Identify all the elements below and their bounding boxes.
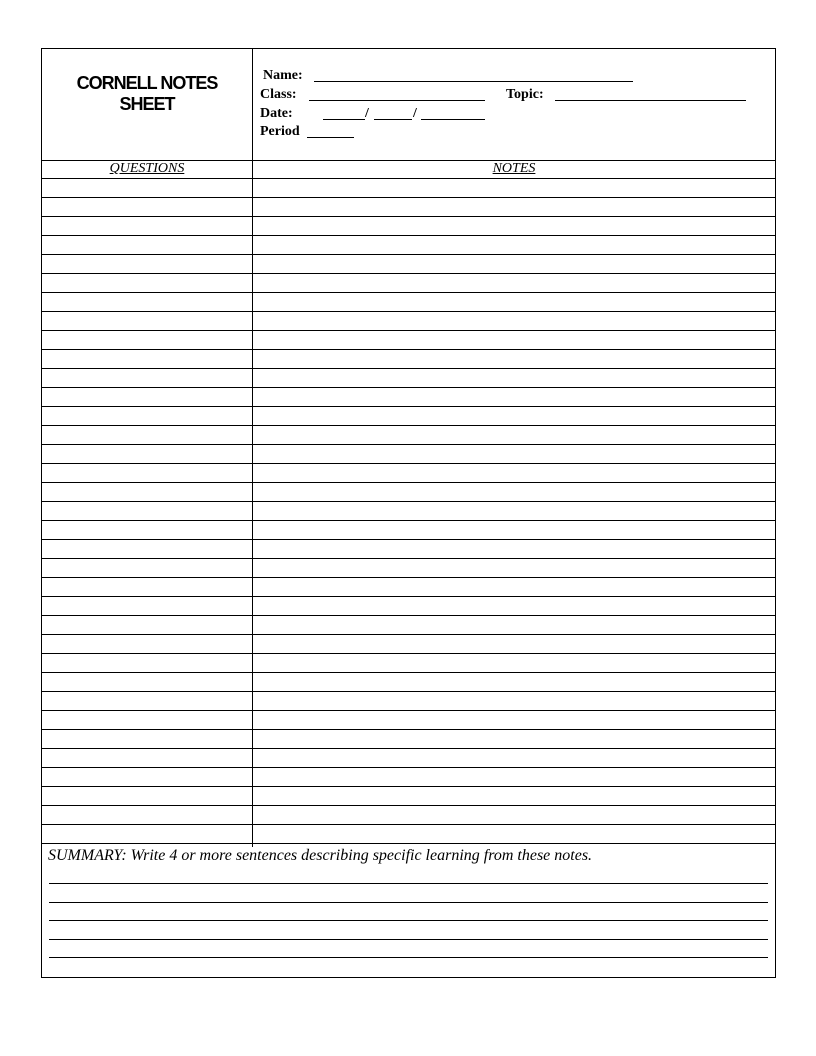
class-label: Class: bbox=[260, 87, 297, 102]
table-row[interactable] bbox=[42, 730, 775, 749]
table-row[interactable] bbox=[42, 483, 775, 502]
table-row[interactable] bbox=[42, 312, 775, 331]
date-label: Date: bbox=[260, 106, 293, 121]
table-row[interactable] bbox=[42, 635, 775, 654]
table-row[interactable] bbox=[42, 711, 775, 730]
table-row[interactable] bbox=[42, 274, 775, 293]
table-row[interactable] bbox=[42, 255, 775, 274]
summary-section bbox=[42, 847, 775, 977]
table-row[interactable] bbox=[42, 198, 775, 217]
topic-label: Topic: bbox=[506, 87, 544, 102]
table-row[interactable] bbox=[42, 825, 775, 844]
date-day-field[interactable] bbox=[374, 119, 412, 120]
topic-field[interactable] bbox=[555, 100, 746, 101]
table-row[interactable] bbox=[42, 464, 775, 483]
table-row[interactable] bbox=[42, 217, 775, 236]
table-row[interactable] bbox=[42, 692, 775, 711]
notes-column-header: NOTES bbox=[492, 161, 536, 176]
table-row[interactable] bbox=[42, 426, 775, 445]
title-line-1: CORNELL NOTES bbox=[76, 73, 218, 93]
period-label: Period bbox=[260, 124, 300, 139]
cornell-notes-sheet bbox=[41, 48, 776, 978]
table-row[interactable] bbox=[42, 806, 775, 825]
page-title bbox=[42, 73, 252, 115]
date-separator-1: / bbox=[365, 106, 369, 121]
table-row[interactable] bbox=[42, 559, 775, 578]
table-row[interactable] bbox=[42, 388, 775, 407]
title-cell bbox=[42, 49, 253, 160]
title-line-2: SHEET bbox=[119, 94, 175, 114]
name-label: Name: bbox=[263, 68, 303, 83]
table-row[interactable] bbox=[42, 654, 775, 673]
table-row[interactable] bbox=[42, 768, 775, 787]
table-row[interactable] bbox=[42, 407, 775, 426]
table-row[interactable] bbox=[42, 597, 775, 616]
name-field[interactable] bbox=[314, 81, 633, 82]
table-row[interactable] bbox=[42, 179, 775, 198]
summary-line[interactable] bbox=[49, 920, 768, 921]
sheet-header bbox=[42, 49, 775, 161]
summary-line[interactable] bbox=[49, 957, 768, 958]
table-row[interactable] bbox=[42, 787, 775, 806]
table-row[interactable] bbox=[42, 521, 775, 540]
date-month-field[interactable] bbox=[323, 119, 365, 120]
table-row[interactable] bbox=[42, 673, 775, 692]
period-field[interactable] bbox=[307, 137, 354, 138]
summary-line[interactable] bbox=[49, 939, 768, 940]
table-row[interactable] bbox=[42, 369, 775, 388]
table-row[interactable] bbox=[42, 445, 775, 464]
table-row[interactable] bbox=[42, 293, 775, 312]
summary-prompt: SUMMARY: Write 4 or more sentences describing specific learning from these notes. bbox=[48, 847, 593, 864]
table-row[interactable] bbox=[42, 331, 775, 350]
table-row[interactable] bbox=[42, 502, 775, 521]
date-separator-2: / bbox=[413, 106, 417, 121]
table-row[interactable] bbox=[42, 616, 775, 635]
date-year-field[interactable] bbox=[421, 119, 485, 120]
table-row[interactable] bbox=[42, 540, 775, 559]
summary-line[interactable] bbox=[49, 902, 768, 903]
table-row[interactable] bbox=[42, 350, 775, 369]
summary-line[interactable] bbox=[49, 883, 768, 884]
class-field[interactable] bbox=[309, 100, 485, 101]
column-divider bbox=[252, 160, 253, 847]
table-row[interactable] bbox=[42, 749, 775, 768]
table-row[interactable] bbox=[42, 578, 775, 597]
table-row[interactable] bbox=[42, 236, 775, 255]
table-header-row bbox=[42, 160, 775, 179]
questions-column-header: QUESTIONS bbox=[109, 161, 185, 176]
